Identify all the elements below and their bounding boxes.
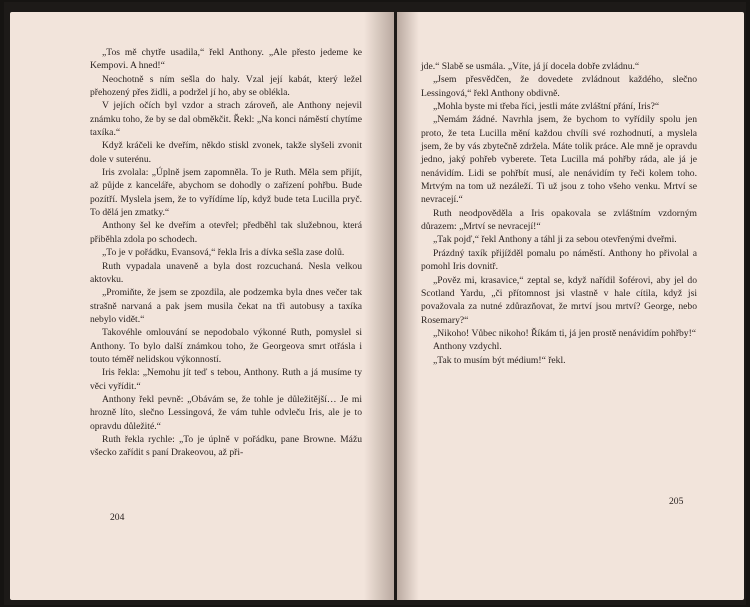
paragraph: Neochotně s ním sešla do haly. Vzal její kabát, který ležel přehozený přes židli, a podržel jí ho, aby se oblékla. [90, 73, 362, 99]
paragraph: „Promiňte, že jsem se zpozdila, ale podzemka byla dnes večer tak strašně narvaná a pak jsem musila čekat na tři autobusy a taxíka nebylo vidět.“ [90, 287, 362, 325]
paragraph: „Tos mě chytře usadila,“ řekl Anthony. „Ale přesto jedeme ke Kempovi. A hned!“ [90, 47, 362, 72]
left-page [10, 12, 394, 600]
right-page [397, 12, 744, 600]
paragraph: Anthony řekl pevně: „Obávám se, že tohle je důležitější… Je mi hrozně líto, slečno Lessingová, že vám tuhle odvleču Iris, ale je to opravdu důležité.“ [90, 393, 362, 432]
paragraph: jde.“ Slabě se usmála. „Víte, já jí docela dobře zvládnu.“ [421, 61, 640, 72]
paragraph: Když kráčeli ke dveřím, někdo stiskl zvonek, takže slyšeli zvonit dole v suterénu. [90, 140, 362, 165]
paragraph: „Nikoho! Vůbec nikoho! Říkám ti, já jen prostě nenávidím pohřby!“ [433, 327, 697, 339]
paragraph: Iris řekla: „Nemohu jít teď s tebou, Anthony. Ruth a já musíme ty věci vyřídit.“ [90, 367, 362, 392]
gutter-shadow [397, 12, 419, 600]
paragraph: Anthony šel ke dveřím a otevřel; předběhl tak služebnou, která přiběhla zdola po schodech. [90, 220, 362, 245]
paragraph: „Pověz mi, krasavice,“ zeptal se, když nařídil šoférovi, aby jel do Scotland Yardu, „či přítomnost jsi vlastně v hale cítila, když jsi považovala za nutné zdůrazňovat, že mrtví jsou mrtví? George, nebo Rosemary?“ [421, 274, 697, 326]
paragraph: Ruth řekla rychle: „To je úplně v pořádku, pane Browne. Mážu všecko zařídit s paní Drakeovou, až při- [90, 433, 362, 459]
page-number: 205 [669, 496, 684, 507]
paragraph: Ruth vypadala unaveně a byla dost rozcuchaná. Nesla velkou aktovku. [90, 260, 362, 285]
paragraph: „To je v pořádku, Evansová,“ řekla Iris a dívka sešla zase dolů. [102, 247, 345, 259]
left-page-text [90, 46, 362, 460]
paragraph: V jejích očích byl vzdor a strach zároveň, ale Anthony nejevil známku toho, že by se dal obměkčit. Řekl: „Na konci náměstí chytíme taxíka.“ [90, 100, 362, 139]
paragraph: „Nemám žádné. Navrhla jsem, že bychom to vyřídily spolu jen proto, že teta Lucilla mění každou chvíli své rozhodnutí, a myslela jsem, že by vás zbytečně zdržela. Máte tolik práce. Ale mně je opravdu jedno, jaký pohřeb vyberete. Teta Lucilla má pohřby ráda, ale já je nenávidím. Lidi se pohřbít musí, ale nenávidím ty řeči kolem toho. Mrtvým na tom už nezáleží. Ti už jsou z toho všeho venku. Mrtví se nevracejí.“ [421, 114, 697, 206]
paragraph: „Tak pojď,“ řekl Anthony a táhl ji za sebou otevřenými dveřmi. [433, 234, 677, 246]
paragraph: Takovéhle omlouvání se nepodobalo výkonné Ruth, pomyslel si Anthony. To bylo další známkou toho, že Georgeova smrt otřásla i touto téměř nelidskou výkonností. [90, 327, 362, 365]
paragraph: Ruth neodpověděla a Iris opakovala se zvláštním vzdorným důrazem: „Mrtví se nevracejí!“ [421, 207, 697, 233]
paragraph: „Tak to musím být médium!“ řekl. [433, 354, 566, 366]
paragraph: „Jsem přesvědčen, že dovedete zvládnout každého, slečno Lessingová,“ řekl Anthony obdivně. [421, 74, 697, 99]
paragraph: „Mohla byste mi třeba říci, jestli máte zvláštní přání, Iris?“ [433, 101, 660, 113]
paragraph: Iris zvolala: „Úplně jsem zapomněla. To je Ruth. Měla sem přijít, až půjde z kanceláře, abychom se dohodly o zařízení pohřbu. Bude pozítří. Myslela jsem, že to vyřídíme líp, když bude teta Lucilla pryč. To dělá jen zmatky.“ [90, 167, 362, 219]
right-page-text [421, 60, 697, 367]
gutter-shadow [364, 12, 394, 600]
paragraph: Prázdný taxík přijížděl pomalu po náměstí. Anthony ho přivolal a pomohl Iris dovnitř. [421, 247, 697, 273]
page-number: 204 [110, 512, 125, 523]
open-book [4, 2, 746, 605]
paragraph: Anthony vzdychl. [433, 341, 502, 353]
